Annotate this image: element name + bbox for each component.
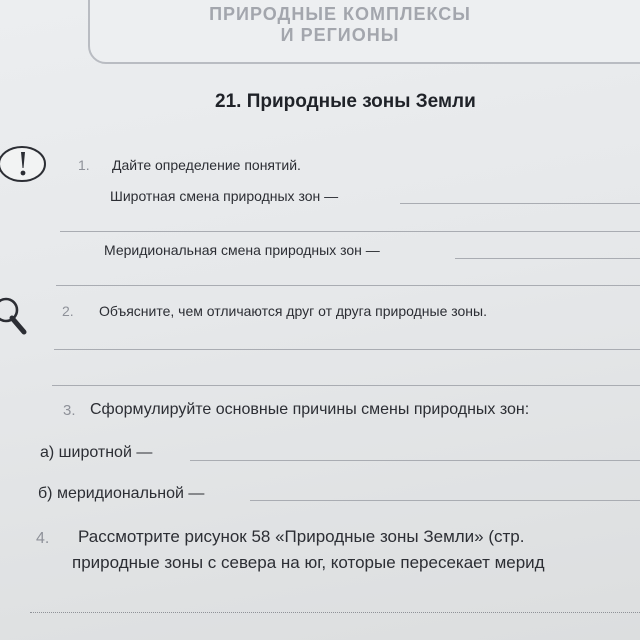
section-title-line1: ПРИРОДНЫЕ КОМПЛЕКСЫ <box>209 4 471 24</box>
task-3-item-1-label: а) широтной — <box>40 444 153 461</box>
task-4-answer-line[interactable] <box>30 612 640 613</box>
task-2-text: Объясните, чем отличаются друг от друга природные зоны. <box>99 303 487 319</box>
task-2-answer-line-1[interactable] <box>54 349 640 350</box>
task-1-item-2-answer-line[interactable] <box>455 258 640 259</box>
task-1-item-1-label: Широтная смена природных зон — <box>110 188 339 204</box>
magnifier-icon <box>0 296 52 338</box>
task-3-item-2-label: б) меридиональной — <box>38 485 205 502</box>
lesson-title: 21. Природные зоны Земли <box>215 91 476 112</box>
task-2-answer-line-2[interactable] <box>52 385 640 386</box>
task-4-number: 4. <box>36 530 50 547</box>
task-3-text: Сформулируйте основные причины смены природных зон: <box>90 401 530 418</box>
task-1-number: 1. <box>78 157 90 173</box>
task-4-text-line2: природные зоны с севера на юг, которые пересекает мерид <box>72 553 545 572</box>
task-1-item-2-label: Меридиональная смена природных зон — <box>104 242 380 258</box>
task-4-text-line1: Рассмотрите рисунок 58 «Природные зоны Земли» (стр. <box>78 527 525 546</box>
task-2-number: 2. <box>62 303 74 319</box>
section-title-line2: И РЕГИОНЫ <box>280 25 400 45</box>
task-1-item-1-answer-line-2[interactable] <box>60 231 640 232</box>
section-title <box>150 4 530 46</box>
task-3-number: 3. <box>63 402 76 419</box>
task-3-item-2-answer-line[interactable] <box>250 500 640 501</box>
task-1-item-2-answer-line-2[interactable] <box>56 285 640 286</box>
task-1-text: Дайте определение понятий. <box>112 157 301 173</box>
exclamation-icon <box>0 144 52 186</box>
task-3-item-1-answer-line[interactable] <box>190 460 640 461</box>
task-1-item-1-answer-line[interactable] <box>400 203 640 204</box>
